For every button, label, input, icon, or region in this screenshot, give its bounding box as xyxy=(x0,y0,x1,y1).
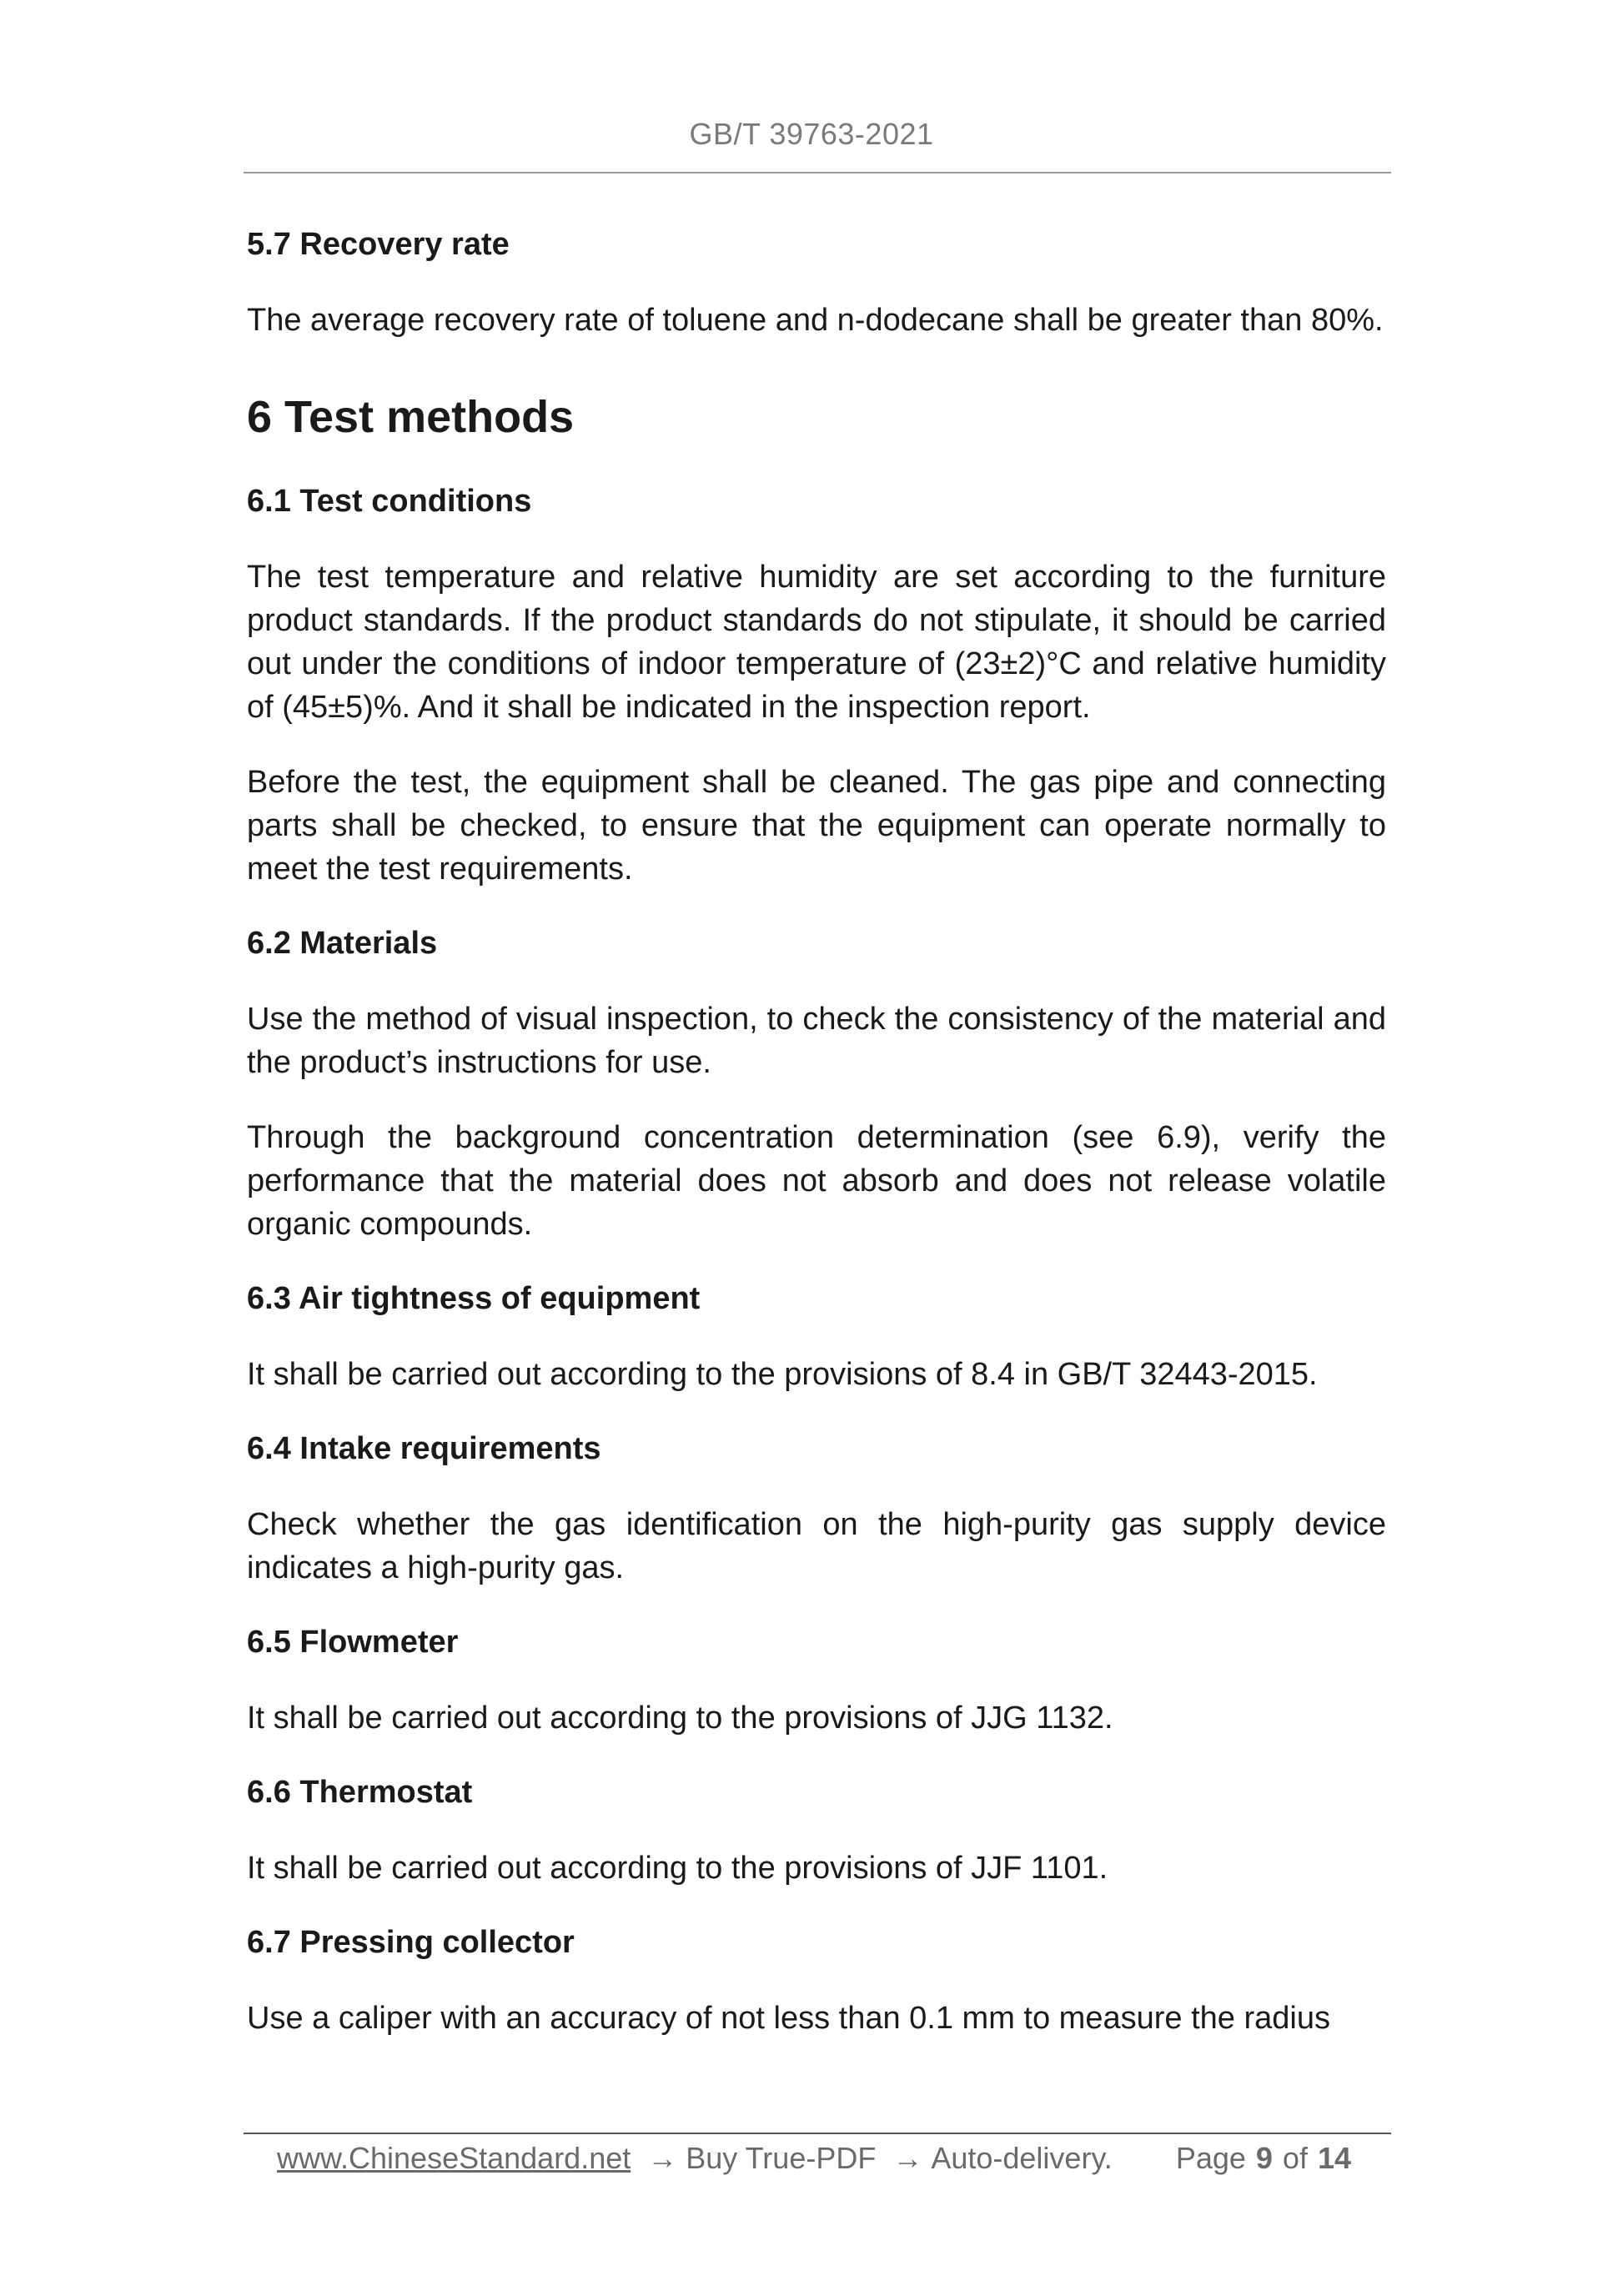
paragraph-6-5-1: It shall be carried out according to the provisions of JJG 1132. xyxy=(247,1701,1113,1736)
paragraph-5-7-1: The average recovery rate of toluene and n-dodecane shall be greater than 80%. xyxy=(247,303,1384,338)
auto-delivery-text: Auto-delivery. xyxy=(931,2141,1113,2175)
website-link[interactable]: www.ChineseStandard.net xyxy=(277,2141,631,2175)
paragraph-6-1-1: The test temperature and relative humidity are set according to the furniture product standards. If the product standards do not stipulate, it should be carried out under the conditions of indoor temperature of (23±2)°C and relative humidity of (45±5)%. And it shall be indicated in the inspection report. xyxy=(247,560,1386,725)
paragraph-6-2-1: Use the method of visual inspection, to check the consistency of the material and the product’s instructions for use. xyxy=(247,1002,1386,1080)
heading-5-7: 5.7 Recovery rate xyxy=(247,227,510,262)
arrow-right-icon: → xyxy=(647,2141,678,2175)
header-divider xyxy=(244,172,1391,173)
page-footer xyxy=(277,2138,1361,2179)
header-doc-id: GB/T 39763-2021 xyxy=(689,117,934,151)
page-total: 14 xyxy=(1317,2141,1351,2175)
heading-6-4: 6.4 Intake requirements xyxy=(247,1431,601,1466)
page-content xyxy=(247,224,1386,2072)
heading-6-3: 6.3 Air tightness of equipment xyxy=(247,1281,701,1316)
page-label: Page xyxy=(1175,2141,1246,2175)
heading-6-2: 6.2 Materials xyxy=(247,926,438,961)
heading-6-7: 6.7 Pressing collector xyxy=(247,1925,575,1960)
buy-true-pdf-text: Buy True-PDF xyxy=(686,2141,877,2175)
arrow-right-icon: → xyxy=(892,2141,923,2175)
heading-6-6: 6.6 Thermostat xyxy=(247,1775,473,1810)
paragraph-6-3-1: It shall be carried out according to the provisions of 8.4 in GB/T 32443-2015. xyxy=(247,1357,1318,1392)
of-label: of xyxy=(1282,2141,1308,2175)
paragraph-6-2-2: Through the background concentration determination (see 6.9), verify the performance that the material does not absorb and does not release volatile organic compounds. xyxy=(247,1120,1386,1242)
footer-divider xyxy=(244,2133,1391,2134)
page-number: 9 xyxy=(1255,2141,1273,2175)
paragraph-6-1-2: Before the test, the equipment shall be cleaned. The gas pipe and connecting parts shall be checked, to ensure that the equipment can operate normally to meet the test requirements. xyxy=(247,765,1386,887)
heading-6-1: 6.1 Test conditions xyxy=(247,484,532,519)
heading-6: 6 Test methods xyxy=(247,392,575,442)
paragraph-6-7-1: Use a caliper with an accuracy of not less than 0.1 mm to measure the radius xyxy=(247,2001,1330,2036)
paragraph-6-4-1: Check whether the gas identification on the high-purity gas supply device indicates a high-purity gas. xyxy=(247,1507,1386,1585)
heading-6-5: 6.5 Flowmeter xyxy=(247,1625,459,1660)
page-indicator xyxy=(1176,2138,1361,2179)
paragraph-6-6-1: It shall be carried out according to the provisions of JJF 1101. xyxy=(247,1851,1108,1886)
